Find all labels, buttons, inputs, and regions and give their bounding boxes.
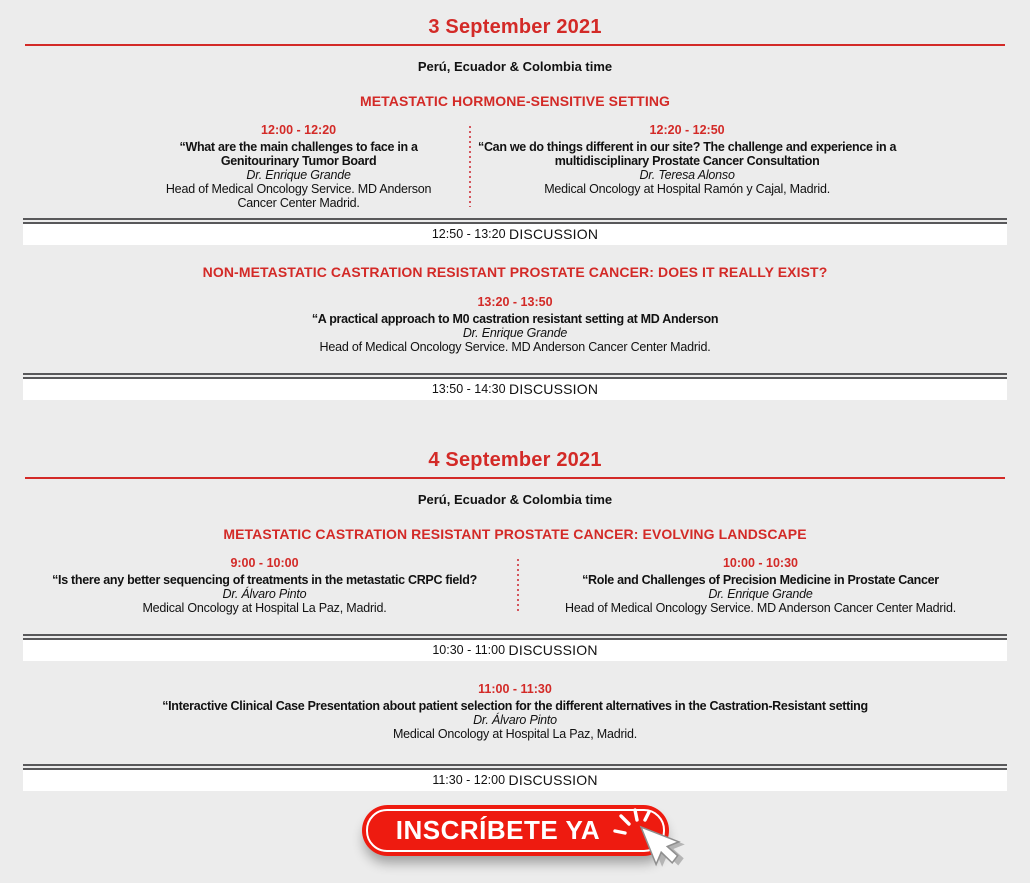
session-time: 11:00 - 11:30 bbox=[478, 682, 552, 696]
day1-block bbox=[0, 0, 1030, 400]
register-cta-wrap bbox=[362, 805, 669, 856]
discussion-band-day2-2 bbox=[23, 770, 1007, 791]
discussion-time: 10:30 - 11:00 bbox=[432, 643, 506, 657]
session-day1-3 bbox=[20, 295, 1010, 354]
register-button[interactable] bbox=[362, 805, 669, 856]
day1-section1-heading: METASTATIC HORMONE-SENSITIVE SETTING bbox=[359, 93, 671, 109]
day2-sessions-row bbox=[0, 556, 1030, 615]
day2-date-heading: 4 September 2021 bbox=[428, 449, 602, 471]
session-affiliation: Head of Medical Oncology Service. MD Anderson Cancer Center Madrid. bbox=[565, 601, 956, 615]
day2-block bbox=[0, 449, 1030, 791]
session-time: 10:00 - 10:30 bbox=[722, 556, 799, 570]
session-day1-1 bbox=[0, 123, 469, 210]
discussion-time: 11:30 - 12:00 bbox=[432, 773, 506, 787]
discussion-label: DISCUSSION bbox=[508, 642, 598, 658]
session-affiliation: Medical Oncology at Hospital La Paz, Madrid. bbox=[392, 727, 638, 741]
session-speaker: Dr. Enrique Grande bbox=[462, 326, 568, 340]
session-affiliation: Medical Oncology at Hospital Ramón y Cajal, Madrid. bbox=[544, 182, 830, 196]
session-time: 12:00 - 12:20 bbox=[261, 123, 337, 137]
day1-date-rule bbox=[25, 44, 1005, 46]
session-time: 13:20 - 13:50 bbox=[477, 295, 553, 309]
session-affiliation: Medical Oncology at Hospital La Paz, Madrid. bbox=[142, 601, 387, 615]
session-title: “What are the main challenges to face in a Genitourinary Tumor Board bbox=[179, 140, 418, 168]
session-title: “Is there any better sequencing of treatments in the metastatic CRPC field? bbox=[52, 573, 477, 587]
discussion-time: 12:50 - 13:20 bbox=[431, 227, 506, 241]
session-speaker: Dr. Álvaro Pinto bbox=[222, 587, 307, 601]
session-title: “A practical approach to M0 castration resistant setting at MD Anderson bbox=[311, 312, 719, 326]
discussion-label: DISCUSSION bbox=[509, 381, 599, 397]
session-affiliation: Head of Medical Oncology Service. MD Anderson Cancer Center Madrid. bbox=[319, 340, 711, 354]
session-title: “Interactive Clinical Case Presentation about patient selection for the different alternatives in the Castration-Resistant setting bbox=[162, 699, 868, 713]
session-speaker: Dr. Teresa Alonso bbox=[639, 168, 735, 182]
day1-sessions-row bbox=[0, 123, 1030, 210]
day2-timezone: Perú, Ecuador & Colombia time bbox=[417, 492, 613, 507]
session-title: “Role and Challenges of Precision Medicine in Prostate Cancer bbox=[582, 573, 939, 587]
session-day2-3 bbox=[20, 682, 1010, 741]
discussion-label: DISCUSSION bbox=[509, 226, 599, 242]
day1-section2-heading: NON-METASTATIC CASTRATION RESISTANT PROSTATE CANCER: DOES IT REALLY EXIST? bbox=[202, 264, 828, 280]
session-day2-2 bbox=[519, 556, 1030, 615]
discussion-time: 13:50 - 14:30 bbox=[431, 382, 506, 396]
session-time: 12:20 - 12:50 bbox=[649, 123, 725, 137]
session-affiliation: Head of Medical Oncology Service. MD Anderson Cancer Center Madrid. bbox=[165, 182, 432, 210]
session-title: “Can we do things different in our site? The challenge and experience in a multidisciplinary Prostate Cancer Consultation bbox=[478, 140, 897, 168]
session-speaker: Dr. Enrique Grande bbox=[246, 168, 351, 182]
session-day1-2 bbox=[471, 123, 1030, 210]
session-speaker: Dr. Álvaro Pinto bbox=[473, 713, 557, 727]
discussion-band-day2-1 bbox=[23, 640, 1007, 661]
session-day2-1 bbox=[0, 556, 517, 615]
discussion-band-day1-2 bbox=[23, 379, 1007, 400]
day1-timezone: Perú, Ecuador & Colombia time bbox=[417, 59, 613, 74]
session-time: 9:00 - 10:00 bbox=[230, 556, 299, 570]
day2-section1-heading: METASTATIC CASTRATION RESISTANT PROSTATE CANCER: EVOLVING LANDSCAPE bbox=[223, 526, 807, 542]
discussion-label: DISCUSSION bbox=[508, 772, 598, 788]
day2-date-rule bbox=[25, 477, 1005, 479]
register-button-label: INSCRÍBETE YA bbox=[395, 815, 601, 845]
day-separator-gap bbox=[0, 400, 1030, 449]
discussion-band-day1-1 bbox=[23, 224, 1007, 245]
session-speaker: Dr. Enrique Grande bbox=[708, 587, 813, 601]
day1-date-heading: 3 September 2021 bbox=[428, 16, 602, 38]
